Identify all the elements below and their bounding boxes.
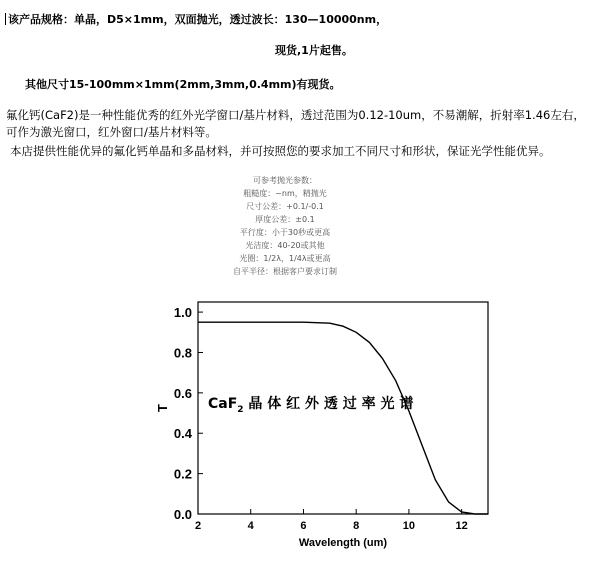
x-tick-label: 2 (194, 520, 202, 532)
series-line (198, 322, 488, 514)
y-tick-label: 0.4 (173, 426, 192, 442)
other-sizes-line: 其他尺寸15-100mm×1mm(2mm,3mm,0.4mm)有现货。 (25, 78, 341, 91)
description-para1-line1: 氟化钙(CaF2)是一种性能优秀的红外光学窗口/基片材料，透过范围为0.12-10um，不易潮解，折射率1.46左右， (6, 108, 585, 122)
y-tick-label: 0.0 (173, 507, 192, 522)
description-para2: 本店提供性能优异的氟化钙单晶和多晶材料，并可按照您的要求加工不同尺寸和形状，保证光学性能优异。 (10, 144, 551, 158)
y-tick-label: 1.0 (173, 305, 192, 321)
stock-line: 现货,1片起售。 (275, 44, 353, 57)
polishing-item: 厚度公差：±0.1 (255, 215, 315, 224)
x-tick-label: 6 (300, 520, 307, 532)
product-spec-text: 该产品规格：单晶，D5×1mm，双面抛光，透过波长：130—10000nm， (8, 13, 388, 26)
x-tick-label: 8 (353, 520, 360, 532)
x-tick-label: 10 (402, 520, 416, 532)
polishing-item: 粗糙度：~nm，精抛光 (243, 189, 327, 198)
x-tick-label: 12 (455, 520, 468, 532)
polishing-item: 光洁度：40-20或其他 (245, 241, 325, 250)
y-tick-label: 0.8 (173, 345, 192, 361)
description-para1-line2: 可作为激光窗口，红外窗口/基片材料等。 (6, 125, 217, 139)
product-spec-line (5, 11, 387, 27)
polishing-title: 可参考抛光参数： (253, 176, 317, 185)
polishing-item: 自平半径：根据客户要求订制 (233, 267, 337, 276)
x-axis-label: Wavelength (um) (298, 537, 388, 549)
polishing-item: 光圈：1/2λ，1/4λ或更高 (239, 254, 331, 263)
y-tick-label: 0.6 (173, 385, 192, 401)
transmission-chart (150, 290, 510, 560)
x-tick-label: 4 (247, 520, 254, 532)
polishing-item: 平行度：小于30秒或更高 (239, 228, 331, 237)
y-tick-label: 0.2 (173, 466, 192, 482)
polishing-item: 尺寸公差：+0.1/-0.1 (246, 202, 324, 211)
chart-title: CaF$_2$ 晶 体 红 外 透 过 率 光 谱 (208, 396, 414, 415)
y-axis-label: T (155, 404, 170, 412)
